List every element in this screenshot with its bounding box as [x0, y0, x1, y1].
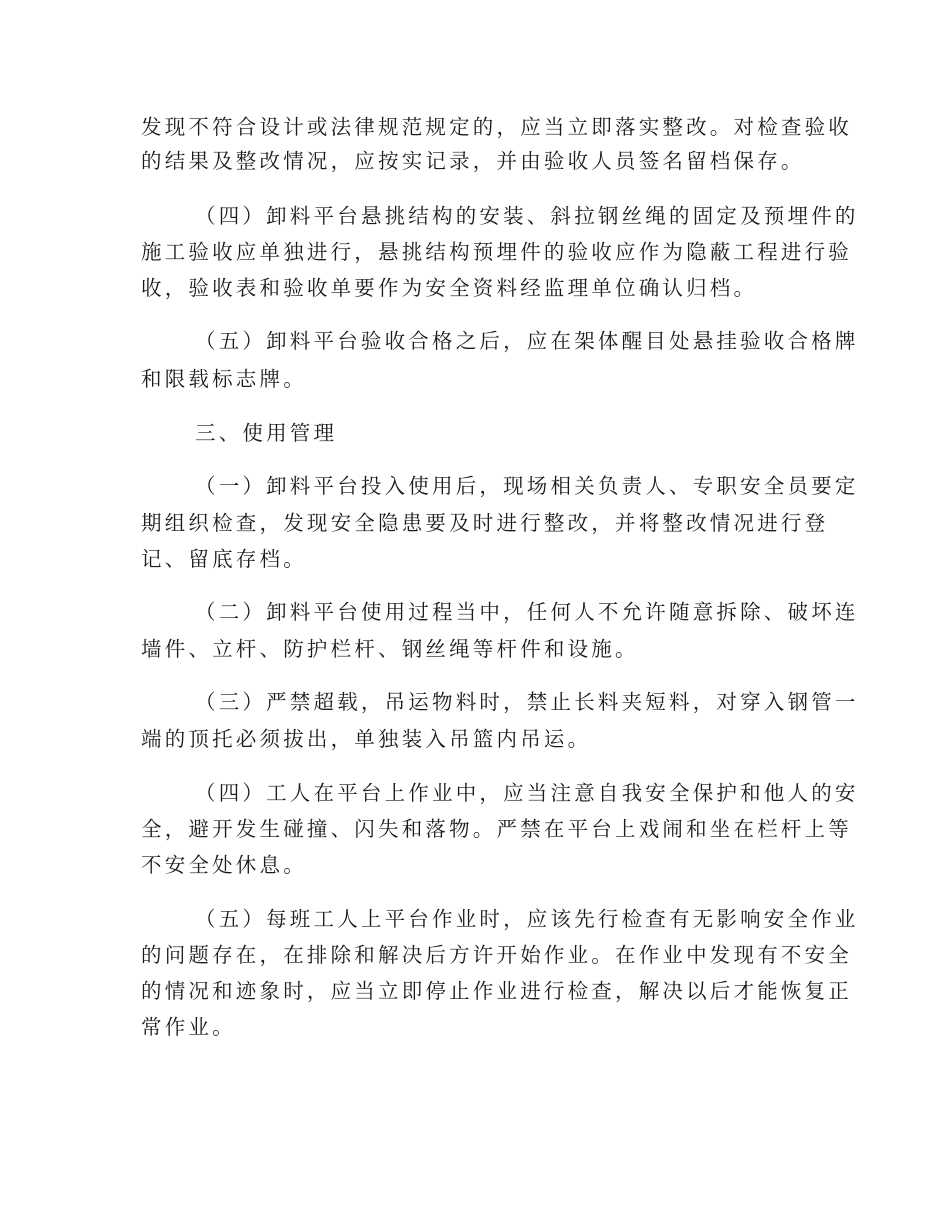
paragraph-line: （五）每班工人上平台作业时，应该先行检查有无影响安全作业 [195, 907, 859, 931]
paragraph-line: 期组织检查，发现安全隐患要及时进行整改，并将整改情况进行登 [141, 511, 829, 535]
paragraph-line: （五）卸料平台验收合格之后，应在架体醒目处悬挂验收合格牌 [195, 329, 859, 353]
paragraph-line: 不安全处休息。 [141, 853, 307, 877]
paragraph-line: 发现不符合设计或法律规范规定的，应当立即落实整改。对检查验收 [141, 115, 852, 139]
paragraph-line: （三）严禁超载，吊运物料时，禁止长料夹短料，对穿入钢管一 [195, 690, 859, 714]
paragraph-line: （二）卸料平台使用过程当中，任何人不允许随意拆除、破坏连 [195, 600, 859, 624]
paragraph-line: 的情况和迹象时，应当立即停止作业进行检查，解决以后才能恢复正 [141, 979, 852, 1003]
paragraph-line: 的问题存在，在排除和解决后方许开始作业。在作业中发现有不安全 [141, 943, 852, 967]
paragraph-line: 的结果及整改情况，应按实记录，并由验收人员签名留档保存。 [141, 149, 805, 173]
paragraph-line: 记、留底存档。 [141, 547, 307, 571]
paragraph-line: 收，验收表和验收单要作为安全资料经监理单位确认归档。 [141, 276, 758, 300]
section-heading: 三、使用管理 [195, 421, 338, 445]
paragraph-line: 端的顶托必须拔出，单独装入吊篮内吊运。 [141, 727, 592, 751]
paragraph-line: （四）卸料平台悬挑结构的安装、斜拉钢丝绳的固定及预埋件的 [195, 204, 859, 228]
paragraph-line: 全，避开发生碰撞、闪失和落物。严禁在平台上戏闹和坐在栏杆上等 [141, 817, 852, 841]
paragraph-line: （一）卸料平台投入使用后，现场相关负责人、专职安全员要定 [195, 474, 859, 498]
paragraph-line: 和限载标志牌。 [141, 367, 307, 391]
paragraph-line: 墙件、立杆、防护栏杆、钢丝绳等杆件和设施。 [141, 637, 639, 661]
paragraph-line: （四）工人在平台上作业中，应当注意自我安全保护和他人的安 [195, 781, 859, 805]
paragraph-line: 施工验收应单独进行，悬挑结构预埋件的验收应作为隐蔽工程进行验 [141, 240, 852, 264]
paragraph-line: 常作业。 [141, 1015, 236, 1039]
